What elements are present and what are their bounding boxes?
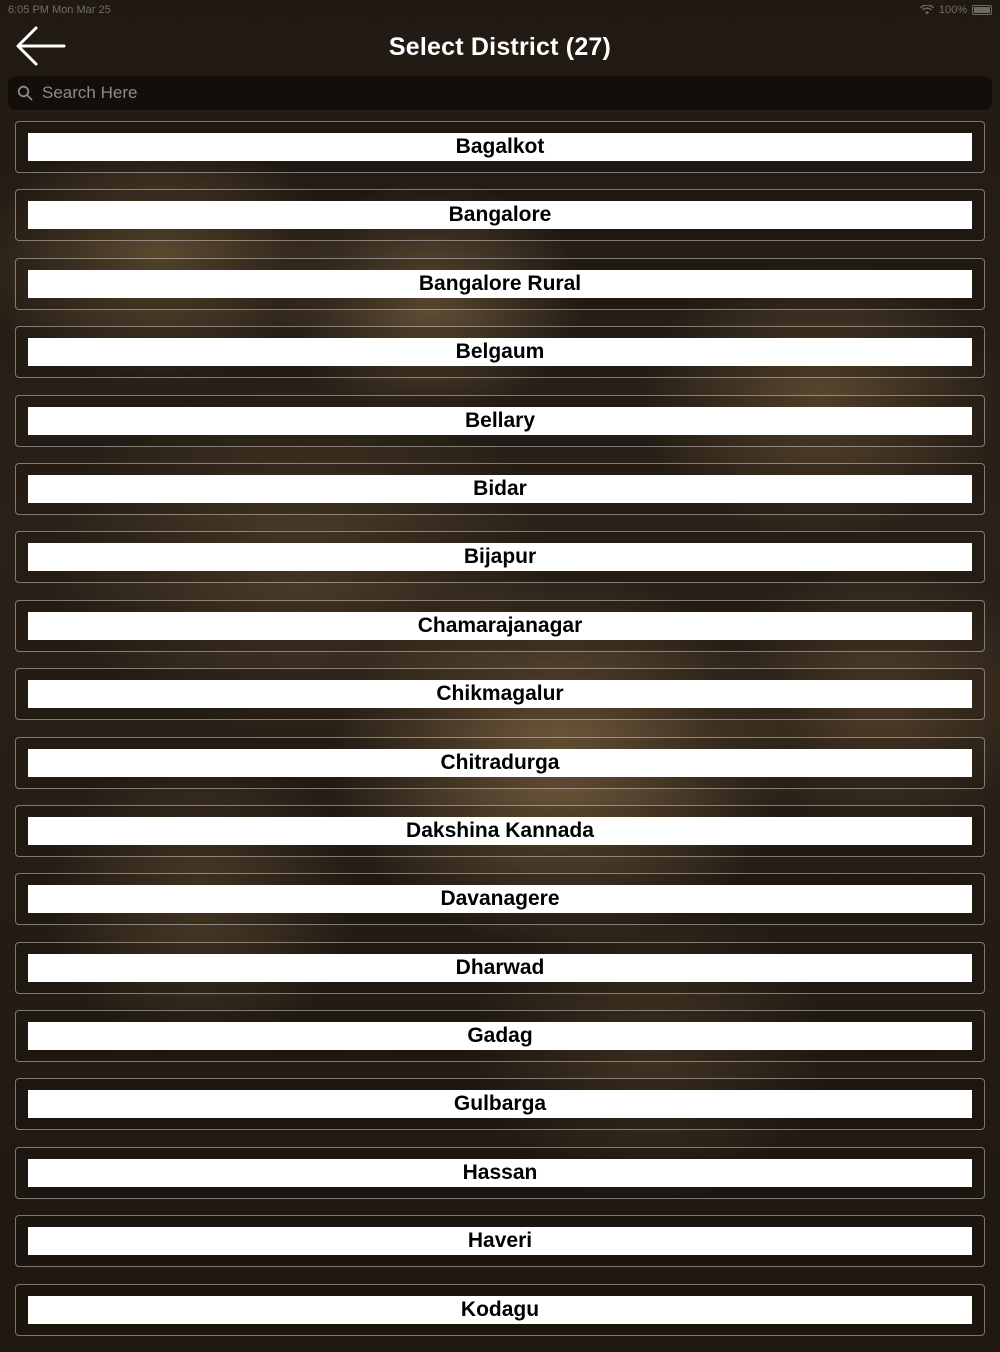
navigation-bar — [0, 20, 1000, 74]
district-list — [15, 121, 985, 1352]
district-item-chamarajanagar[interactable] — [15, 600, 985, 652]
district-item-gulbarga[interactable] — [15, 1078, 985, 1130]
district-item-haveri[interactable] — [15, 1215, 985, 1267]
page-title: Select District (27) — [388, 33, 612, 61]
status-time: 6:05 PM — [8, 4, 49, 16]
battery-icon — [972, 5, 992, 15]
district-label: Belgaum — [28, 338, 972, 366]
district-label: Bangalore — [28, 201, 972, 229]
status-date: Mon Mar 25 — [52, 4, 111, 16]
district-label: Davanagere — [28, 885, 972, 913]
district-item-kodagu[interactable] — [15, 1284, 985, 1336]
district-item-bijapur[interactable] — [15, 531, 985, 583]
district-item-chitradurga[interactable] — [15, 737, 985, 789]
status-time-date — [8, 4, 111, 16]
district-item-gadag[interactable] — [15, 1010, 985, 1062]
district-item-bangalore-rural[interactable] — [15, 258, 985, 310]
district-item-bangalore[interactable] — [15, 189, 985, 241]
district-item-chikmagalur[interactable] — [15, 668, 985, 720]
district-label: Chikmagalur — [28, 680, 972, 708]
district-label: Gulbarga — [28, 1090, 972, 1118]
district-label: Dakshina Kannada — [28, 817, 972, 845]
district-label: Bagalkot — [28, 133, 972, 161]
search-icon — [16, 84, 34, 102]
district-item-bellary[interactable] — [15, 395, 985, 447]
search-bar[interactable] — [8, 76, 992, 110]
wifi-icon — [920, 5, 934, 15]
district-item-hassan[interactable] — [15, 1147, 985, 1199]
district-label: Kodagu — [28, 1296, 972, 1324]
search-input[interactable] — [34, 77, 992, 109]
district-item-dakshina-kannada[interactable] — [15, 805, 985, 857]
district-item-davanagere[interactable] — [15, 873, 985, 925]
battery-percent: 100% — [938, 4, 967, 16]
district-item-dharwad[interactable] — [15, 942, 985, 994]
district-label: Chitradurga — [28, 749, 972, 777]
status-right — [920, 4, 992, 16]
district-label: Bangalore Rural — [28, 270, 972, 298]
district-label: Gadag — [28, 1022, 972, 1050]
district-label: Bellary — [28, 407, 972, 435]
district-label: Bijapur — [28, 543, 972, 571]
district-label: Dharwad — [28, 954, 972, 982]
district-item-bidar[interactable] — [15, 463, 985, 515]
district-item-bagalkot[interactable] — [15, 121, 985, 173]
district-label: Hassan — [28, 1159, 972, 1187]
district-label: Haveri — [28, 1227, 972, 1255]
district-label: Bidar — [28, 475, 972, 503]
status-bar — [0, 0, 1000, 20]
district-label: Chamarajanagar — [28, 612, 972, 640]
district-item-belgaum[interactable] — [15, 326, 985, 378]
